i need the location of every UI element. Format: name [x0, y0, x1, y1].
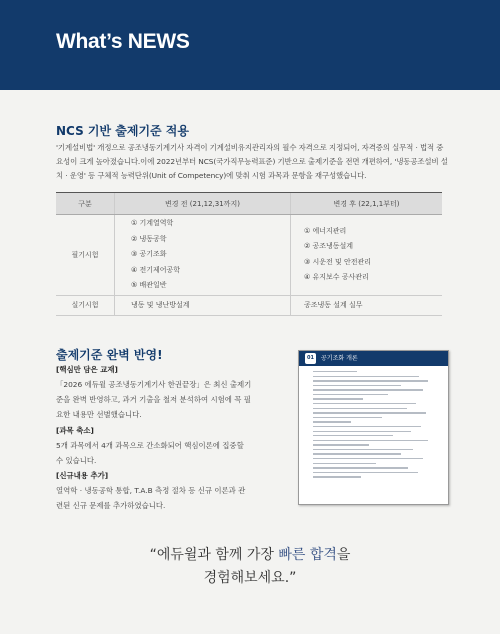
section-title-ncs: NCS 기반 출제기준 적용 — [56, 124, 189, 138]
paragraph-core-book: 「2026 에듀윌 공조냉동기계기사 한권끝장」은 최신 출제기준을 완벽 반영하고, 과거 기출을 철저 분석하여 시험에 꼭 필요한 내용만 선별했습니다. — [56, 380, 252, 420]
list-item: ③ 공기조화 — [131, 250, 167, 258]
list-item: ① 에너지관리 — [304, 226, 347, 235]
paragraph-subject-reduction: 5개 과목에서 4개 과목으로 간소화되어 핵심이론에 집중할 수 있습니다. — [56, 441, 244, 466]
quote-text: “에듀윌과 함께 가장 — [149, 547, 279, 563]
list-item: ① 기계열역학 — [131, 219, 174, 227]
book-chapter-title: 공기조화 개론 — [321, 355, 358, 362]
row-label: 실기시험 — [56, 295, 115, 315]
subjects-after — [291, 215, 443, 296]
table-header-row — [56, 193, 442, 215]
table-header-after: 변경 후 (22,1,1부터) — [291, 193, 443, 215]
page-title: What’s NEWS — [56, 30, 190, 53]
subheading-core-book: [핵심만 담은 교재] — [56, 365, 118, 374]
list-item: ② 공조냉동설계 — [304, 242, 354, 251]
quote-highlight: 빠른 합격 — [278, 547, 337, 563]
row-label: 필기시험 — [56, 215, 115, 296]
paragraph-new-content: 열역학 · 냉동공학 통합, T.A.B 측정 절차 등 신규 이론과 관련된 신규 문제를 추가하였습니다. — [56, 486, 246, 511]
subheading-new-content: [신규내용 추가] — [56, 471, 109, 480]
subjects-after: 공조냉동 설계 실무 — [291, 295, 443, 315]
book-page-header — [299, 351, 448, 366]
table-header-category: 구분 — [56, 193, 115, 215]
news-header — [0, 0, 500, 90]
list-item: ④ 전기제어공학 — [131, 265, 181, 274]
subjects-before: 냉동 및 냉난방설계 — [115, 295, 291, 315]
table-row — [56, 295, 442, 315]
list-item: ② 냉동공학 — [131, 234, 167, 243]
book-page-preview — [298, 350, 449, 505]
section-body-ncs: '기계설비법' 개정으로 공조냉동기계기사 자격이 기계설비유지관리자의 필수 자격으로 지정되어, 자격증의 실무적 · 법적 중요성이 크게 높아졌습니다.이에 2022년부터 NCS(국가직무능력표준) 기반으로 출제기준을 전면 개편하여, '냉동공조설비 설치 · 운영' 등 구체적 능력단위(Unit of Competency)에 맞춰 시험 과목과 문항을 재구성했습니다. — [56, 143, 448, 180]
subjects-before — [115, 215, 291, 296]
section-title-complete: 출제기준 완벽 반영! — [56, 348, 163, 362]
list-item: ④ 유지보수 공사관리 — [304, 273, 369, 282]
table-row — [56, 215, 442, 296]
list-item: ⑤ 배관일반 — [131, 281, 167, 289]
book-text-lines — [299, 366, 448, 478]
subheading-subject-reduction: [과목 축소] — [56, 426, 94, 435]
chapter-number-badge: 01 — [305, 353, 316, 364]
closing-quote-line1 — [0, 544, 500, 564]
table-header-before: 변경 전 (21,12,31까지) — [115, 193, 291, 215]
quote-text: 을 — [336, 547, 351, 563]
list-item: ③ 시운전 및 안전관리 — [304, 257, 372, 266]
closing-quote-line2: 경험해보세요.” — [203, 570, 297, 586]
exam-standard-table — [56, 192, 442, 316]
